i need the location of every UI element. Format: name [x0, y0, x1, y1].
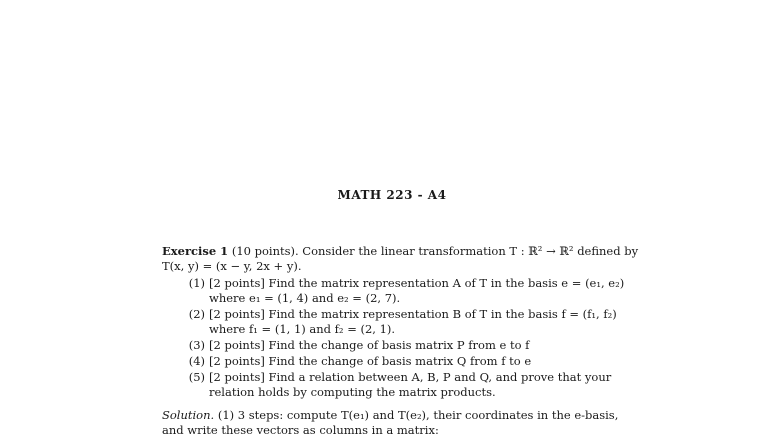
solution-line-1: [162, 408, 622, 423]
list-item: [162, 370, 622, 400]
solution-text-1: (1) 3 steps: compute T(e₁) and T(e₂), their coordinates in the e-basis,: [217, 408, 619, 422]
list-item: [162, 307, 622, 337]
item-line-1: [2 points] Find the matrix representation B of T in the basis f = (f₁, f₂): [209, 307, 617, 321]
item-number: (1): [188, 276, 205, 290]
item-line-2: relation holds by computing the matrix products.: [209, 385, 496, 399]
item-number: (3): [188, 338, 205, 352]
item-text: [209, 276, 624, 306]
list-item: [162, 276, 625, 306]
item-text: [209, 338, 622, 353]
page-title: MATH 223 - A4: [337, 188, 447, 202]
solution-line-2: and write these vectors as columns in a matrix:: [162, 423, 439, 437]
exercise-intro-line-2: T(x, y) = (x − y, 2x + y).: [162, 259, 302, 273]
item-number: (2): [188, 307, 205, 321]
exercise-heading: Exercise 1: [162, 244, 229, 258]
exercise-items-list: [162, 276, 625, 400]
exercise-points: (10 points).: [231, 244, 299, 258]
exercise-block: [162, 244, 639, 401]
exercise-intro-text: Consider the linear transformation T : ℝ² → ℝ² defined by: [302, 244, 639, 258]
item-number: (4): [188, 354, 205, 368]
item-line-1: [2 points] Find the change of basis matrix Q from f to e: [209, 354, 532, 368]
list-item: [162, 354, 622, 369]
list-item: [162, 338, 622, 353]
item-text: [209, 354, 622, 369]
solution-block: [162, 408, 622, 438]
item-line-2: where f₁ = (1, 1) and f₂ = (2, 1).: [209, 322, 396, 336]
item-line-1: [2 points] Find the change of basis matrix P from e to f: [209, 338, 530, 352]
item-text: [209, 370, 622, 400]
exercise-intro-line-1: [162, 244, 639, 259]
item-line-2: where e₁ = (1, 4) and e₂ = (2, 7).: [209, 291, 401, 305]
item-line-1: [2 points] Find a relation between A, B, P and Q, and prove that your: [209, 370, 612, 384]
item-line-1: [2 points] Find the matrix representation A of T in the basis e = (e₁, e₂): [209, 276, 625, 290]
item-number: (5): [188, 370, 205, 384]
solution-label: Solution.: [162, 408, 215, 422]
item-text: [209, 307, 622, 337]
